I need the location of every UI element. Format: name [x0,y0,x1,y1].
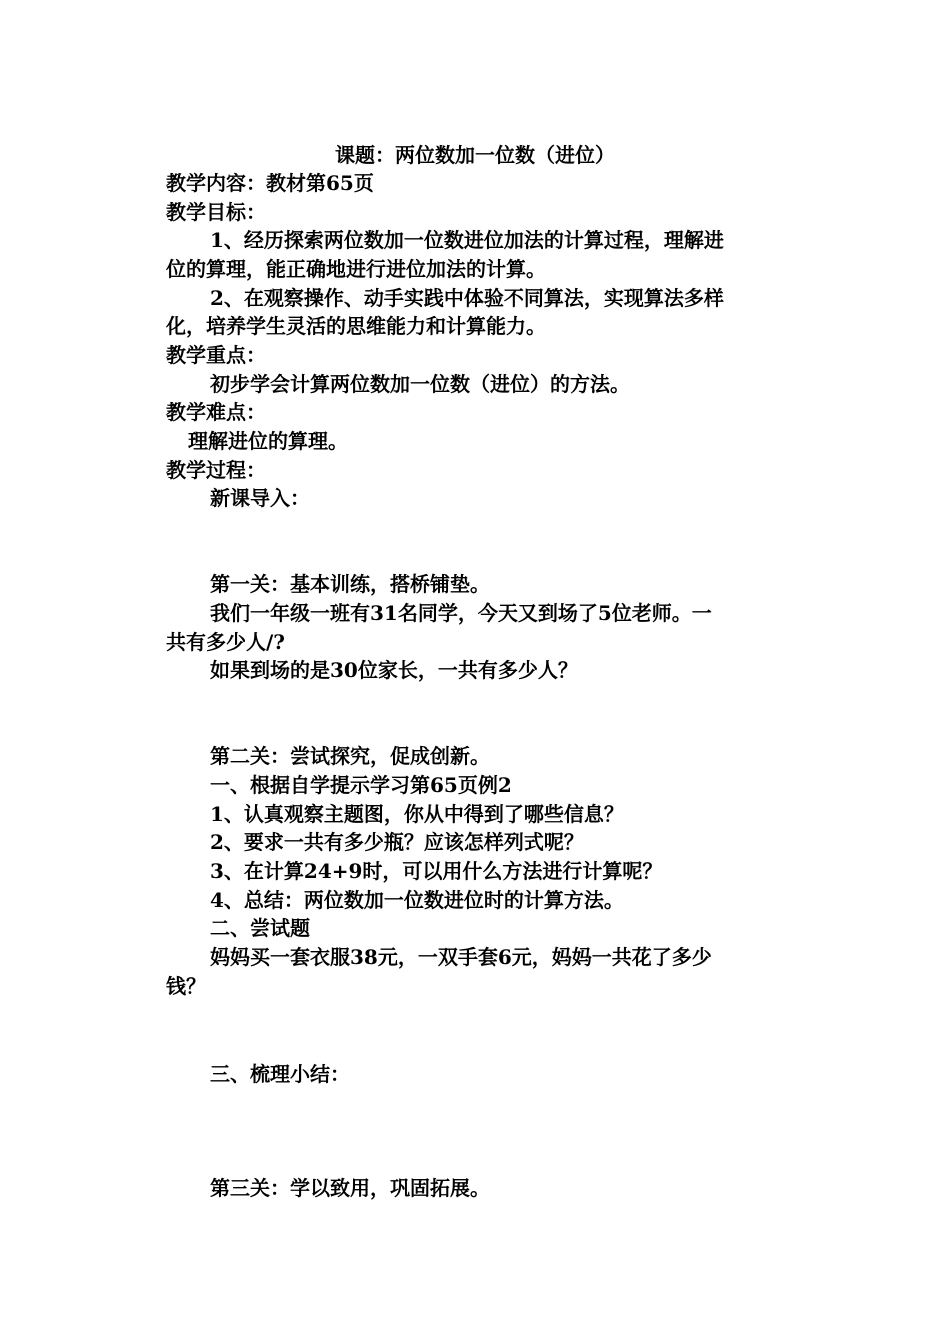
stage-2-part-3: 三、梳理小结： [210,1062,350,1086]
objective-1-line-1: 1、经历探索两位数加一位数进位加法的计算过程，理解进 [210,228,724,252]
objective-2-line-2: 化，培养学生灵活的思维能力和计算能力。 [166,314,546,338]
stage-2-step-1: 1、认真观察主题图，你从中得到了哪些信息？ [210,802,624,826]
teaching-content: 教学内容：教材第65页 [166,171,374,195]
key-point-heading: 教学重点： [166,343,266,367]
intro-heading: 新课导入： [210,486,310,510]
stage-2-step-2: 2、要求一共有多少瓶？应该怎样列式呢？ [210,830,584,854]
stage-2-title: 第二关：尝试探究，促成创新。 [210,744,490,768]
stage-2-step-3: 3、在计算24+9时，可以用什么方法进行计算呢？ [210,859,663,883]
process-heading: 教学过程： [166,458,266,482]
stage-2-part-2: 二、尝试题 [210,916,310,940]
objective-2-line-1: 2、在观察操作、动手实践中体验不同算法，实现算法多样 [210,286,724,310]
objective-1-line-2: 位的算理，能正确地进行进位加法的计算。 [166,257,546,281]
difficulty-heading: 教学难点： [166,400,266,424]
stage-1-question-1-line-2: 共有多少人/? [166,630,286,654]
lesson-title: 课题：两位数加一位数（进位） [335,143,615,167]
stage-1-question-2: 如果到场的是30位家长，一共有多少人？ [210,658,578,682]
stage-2-step-4: 4、总结：两位数加一位数进位时的计算方法。 [210,888,624,912]
stage-2-problem-line-1: 妈妈买一套衣服38元，一双手套6元，妈妈一共花了多少 [210,945,712,969]
key-point: 初步学会计算两位数加一位数（进位）的方法。 [210,372,630,396]
stage-2-part-1: 一、根据自学提示学习第65页例2 [210,773,512,797]
stage-1-title: 第一关：基本训练，搭桥铺垫。 [210,572,490,596]
stage-1-question-1-line-1: 我们一年级一班有31名同学，今天又到场了5位老师。一 [210,601,712,625]
stage-2-problem-line-2: 钱？ [166,974,206,998]
objectives-heading: 教学目标： [166,200,266,224]
stage-3-title: 第三关：学以致用，巩固拓展。 [210,1176,490,1200]
difficulty: 理解进位的算理。 [188,429,348,453]
